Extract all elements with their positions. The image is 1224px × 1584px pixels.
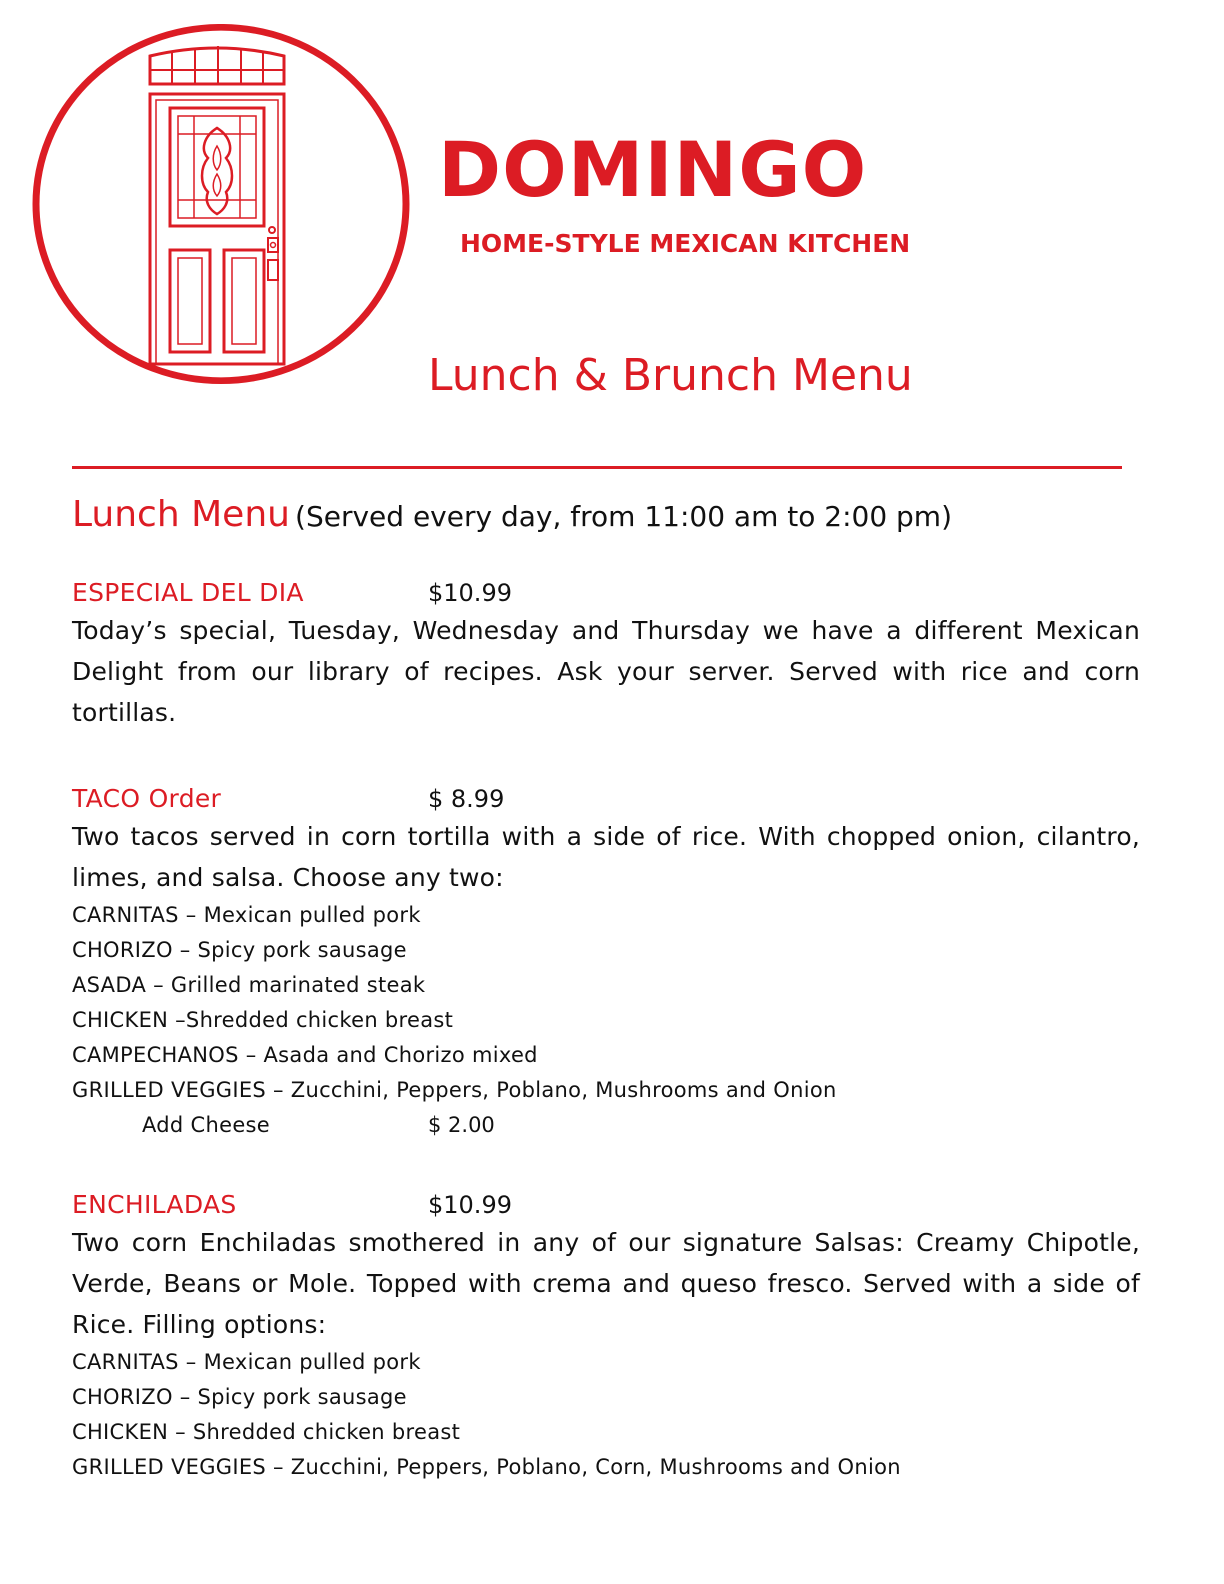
domingo-logo <box>32 24 412 386</box>
menu-item-taco-order <box>72 782 1140 1143</box>
item-name: ENCHILADAS <box>72 1190 237 1219</box>
item-description: Two corn Enchiladas smothered in any of our signature Salsas: Creamy Chipotle, Verde, Beans or Mole. Topped with crema and queso fresco. Served with a side of Rice. Filling options: <box>72 1228 1140 1339</box>
list-item: GRILLED VEGGIES – Zucchini, Peppers, Poblano, Corn, Mushrooms and Onion <box>72 1455 901 1479</box>
list-item: CAMPECHANOS – Asada and Chorizo mixed <box>72 1043 538 1067</box>
door-icon <box>32 24 412 386</box>
list-item: CHORIZO – Spicy pork sausage <box>72 1385 407 1409</box>
taco-options <box>72 898 1140 1108</box>
list-item: GRILLED VEGGIES – Zucchini, Peppers, Poblano, Mushrooms and Onion <box>72 1078 837 1102</box>
page-title: Lunch & Brunch Menu <box>428 350 913 401</box>
item-name: ESPECIAL DEL DIA <box>72 578 304 607</box>
enchilada-options <box>72 1345 1140 1485</box>
list-item: CHORIZO – Spicy pork sausage <box>72 938 407 962</box>
menu-item-enchiladas <box>72 1188 1140 1485</box>
item-name: TACO Order <box>72 784 222 813</box>
brand-name: DOMINGO <box>438 125 868 214</box>
item-description: Two tacos served in corn tortilla with a side of rice. With chopped onion, cilantro, limes, and salsa. Choose any two: <box>72 822 1140 892</box>
list-item: CHICKEN –Shredded chicken breast <box>72 1008 454 1032</box>
section-header <box>72 493 952 536</box>
list-item: CARNITAS – Mexican pulled pork <box>72 903 421 927</box>
section-hours: (Served every day, from 11:00 am to 2:00 pm) <box>295 500 953 533</box>
list-item: CHICKEN – Shredded chicken breast <box>72 1420 461 1444</box>
item-price: $10.99 <box>428 1191 512 1219</box>
item-price: $10.99 <box>428 579 512 607</box>
list-item: ASADA – Grilled marinated steak <box>72 973 426 997</box>
addon-price: $ 2.00 <box>428 1113 495 1137</box>
addon-row <box>72 1108 1140 1143</box>
item-price: $ 8.99 <box>428 785 505 813</box>
addon-label: Add Cheese <box>142 1113 271 1137</box>
divider <box>72 466 1122 469</box>
brand-tagline: HOME-STYLE MEXICAN KITCHEN <box>460 229 911 258</box>
list-item: CARNITAS – Mexican pulled pork <box>72 1350 421 1374</box>
section-title: Lunch Menu <box>72 494 290 535</box>
item-description: Today’s special, Tuesday, Wednesday and Thursday we have a different Mexican Delight from our library of recipes. Ask your server. Served with rice and corn tortillas. <box>72 616 1140 727</box>
menu-item-especial <box>72 576 1140 733</box>
